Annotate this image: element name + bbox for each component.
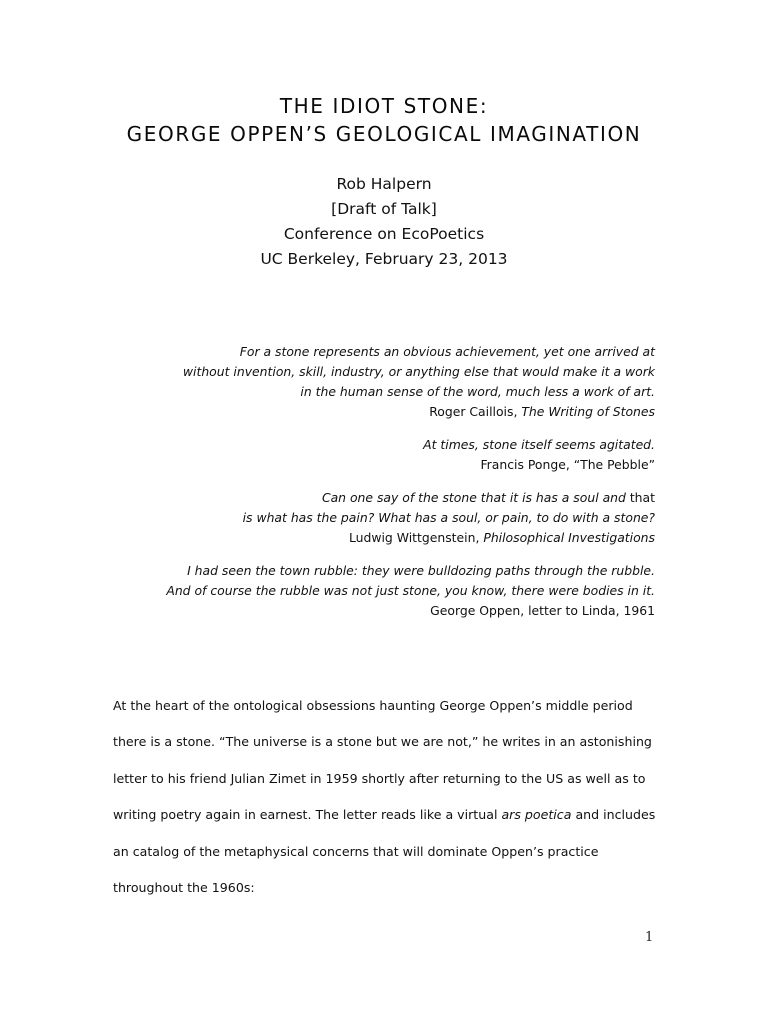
epigraphs [95, 342, 655, 634]
conference-name: Conference on EcoPoetics [283, 225, 485, 243]
attribution-separator: , [565, 457, 574, 472]
epigraph-work: Philosophical Investigations [483, 530, 655, 545]
author-name: Rob Halpern [336, 175, 432, 193]
epigraph-oppen [95, 561, 655, 621]
epigraph-line: I had seen the town rubble: they were bulldozing paths through the rubble. [187, 563, 655, 578]
epigraph-attribution: George Oppen, letter to Linda, 1961 [430, 603, 655, 618]
epigraph-wittgenstein [95, 488, 655, 548]
epigraph-line: At times, stone itself seems agitated. [423, 437, 655, 452]
epigraph-line-italic: Can one say of the stone that it is has a soul and [321, 490, 630, 505]
body-line [113, 797, 673, 833]
epigraph-line: without invention, skill, industry, or anything else that would make it a work [182, 364, 655, 379]
page-number: 1 [645, 930, 654, 945]
body-line: an catalog of the metaphysical concerns that will dominate Oppen’s practice [113, 843, 599, 859]
epigraph-line: in the human sense of the word, much less a work of art. [300, 384, 655, 399]
title-line-2: GEORGE OPPEN’S GEOLOGICAL IMAGINATION [126, 122, 642, 146]
body-paragraph [113, 688, 673, 906]
epigraph-attribution [95, 402, 655, 422]
body-text-run: and includes [571, 807, 656, 823]
epigraph-author: Ludwig Wittgenstein [348, 530, 476, 545]
epigraph-ponge [95, 435, 655, 475]
attribution-separator: , [513, 404, 522, 419]
epigraph-line-roman: that [629, 490, 655, 505]
body-line: throughout the 1960s: [113, 880, 255, 896]
title-block [0, 92, 768, 148]
title-line-1: THE IDIOT STONE: [279, 94, 489, 118]
epigraph-line: is what has the pain? What has a soul, or pain, to do with a stone? [242, 510, 655, 525]
epigraph-attribution [95, 528, 655, 548]
epigraph-line [95, 488, 655, 508]
body-line: At the heart of the ontological obsessions haunting George Oppen’s middle period [113, 698, 633, 713]
epigraph-work: The Writing of Stones [521, 404, 655, 419]
epigraph-caillois [95, 342, 655, 422]
body-line: there is a stone. “The universe is a stone but we are not,” he writes in an astonishing [113, 734, 652, 750]
body-line: letter to his friend Julian Zimet in 1959 shortly after returning to the US as well as to [113, 770, 646, 786]
body-text-run: writing poetry again in earnest. The letter reads like a virtual [113, 807, 502, 823]
place-date: UC Berkeley, February 23, 2013 [260, 250, 508, 268]
attribution-separator: , [475, 530, 484, 545]
epigraph-work: “The Pebble” [573, 457, 655, 472]
epigraph-line: For a stone represents an obvious achievement, yet one arrived at [239, 344, 655, 359]
byline [0, 172, 768, 272]
ars-poetica-phrase: ars poetica [501, 807, 572, 823]
epigraph-author: Francis Ponge [480, 457, 566, 472]
epigraph-attribution [95, 455, 655, 475]
draft-note: [Draft of Talk] [331, 200, 437, 218]
epigraph-line: And of course the rubble was not just stone, you know, there were bodies in it. [166, 583, 655, 598]
epigraph-author: Roger Caillois [429, 404, 514, 419]
